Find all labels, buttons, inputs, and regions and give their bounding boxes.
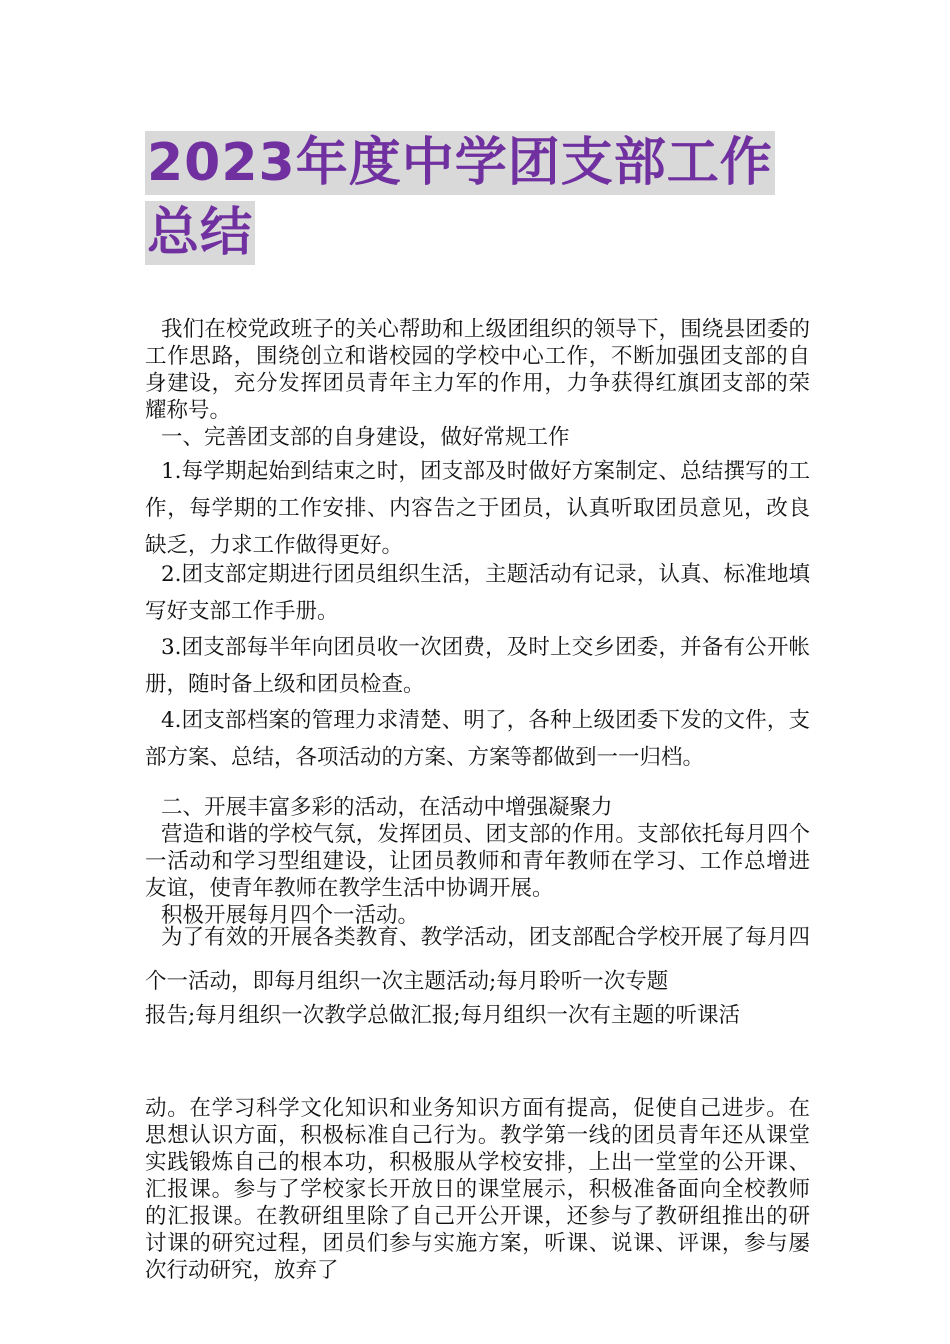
document-title-line-1: 2023年度中学团支部工作 xyxy=(147,133,773,193)
section-1-item-1: 1.每学期起始到结束之时，团支部及时做好方案制定、总结撰写的工作，每学期的工作安排、内容告之于团员，认真听取团员意见，改良缺乏，力求工作做得更好。 xyxy=(145,459,810,558)
section-1-item-4: 4.团支部档案的管理力求清楚、明了，各种上级团委下发的文件，支部方案、总结，各项活动的方案、方案等都做到一一归档。 xyxy=(145,708,810,770)
section-2-paragraph: 营造和谐的学校气氛，发挥团员、团支部的作用。支部依托每月四个一活动和学习型组建设，让团员教师和青年教师在学习、工作总增进友谊，使青年教师在教学生活中协调开展。 xyxy=(145,822,810,901)
section-2-heading: 二、开展丰富多彩的活动，在活动中增强凝聚力 xyxy=(161,795,613,820)
monthly-activity-paragraph-line-2: 报告;每月组织一次教学总做汇报;每月组织一次有主题的听课活 xyxy=(145,1003,740,1028)
section-1-item-2: 2.团支部定期进行团员组织生活，主题活动有记录，认真、标准地填写好支部工作手册。 xyxy=(145,562,810,624)
monthly-activity-paragraph-line-1: 为了有效的开展各类教育、教学活动，团支部配合学校开展了每月四个一活动，即每月组织一次主题活动;每月聆听一次专题 xyxy=(145,925,810,994)
monthly-activity-paragraph-body: 动。在学习科学文化知识和业务知识方面有提高，促使自己进步。在思想认识方面，积极标准自己行为。教学第一线的团员青年还从课堂实践锻炼自己的根本功，积极服从学校安排，上出一堂堂的公开课、汇报课。参与了学校家长开放日的课堂展示，积极准备面向全校教师的汇报课。在教研组里除了自己开公开课，还参与了教研组推出的研讨课的研究过程，团员们参与实施方案，听课、说课、评课，参与屡次行动研究，放弃了 xyxy=(145,1096,810,1283)
section-1-item-3: 3.团支部每半年向团员收一次团费，及时上交乡团委，并备有公开帐册，随时备上级和团员检查。 xyxy=(145,635,810,697)
section-1-heading: 一、完善团支部的自身建设，做好常规工作 xyxy=(161,425,570,450)
intro-paragraph: 我们在校党政班子的关心帮助和上级团组织的领导下，围绕县团委的工作思路，围绕创立和谐校园的学校中心工作，不断加强团支部的自身建设，充分发挥团员青年主力军的作用，力争获得红旗团支部的荣耀称号。 xyxy=(145,317,810,423)
document-title-line-2: 总结 xyxy=(147,203,254,263)
monthly-activity-heading: 积极开展每月四个一活动。 xyxy=(161,903,420,928)
